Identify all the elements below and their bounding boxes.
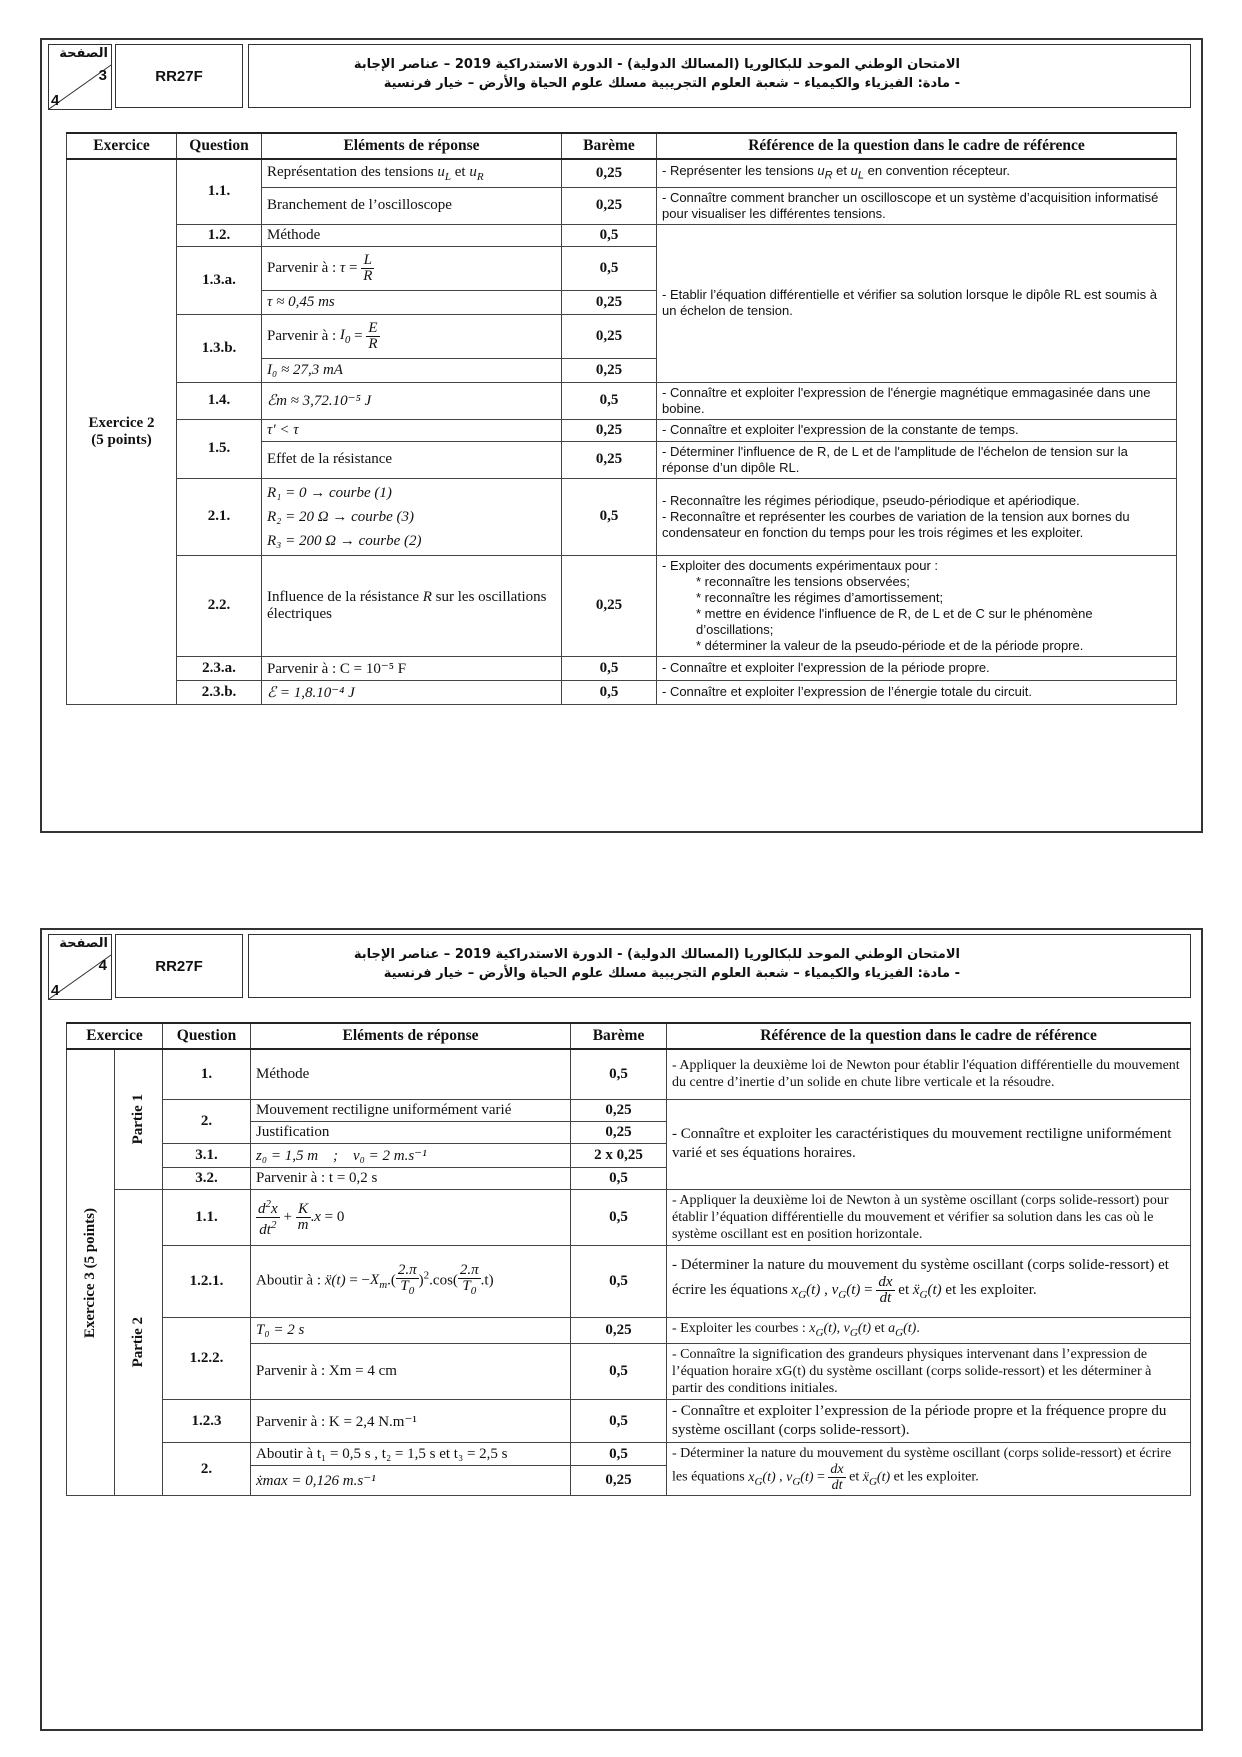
bareme-value: 0,25 [562,555,657,656]
exercise-cell [67,159,177,704]
page-label: الصفحة [59,45,108,60]
reference-end: et les exploiter. [945,1281,1037,1298]
col-elements: Eléments de réponse [251,1023,571,1049]
reference-line: * reconnaître les régimes d’amortissement; [696,589,944,605]
answer-line: R₁ = 0 → courbe (1) [267,484,392,501]
answer-element: Aboutir à t₁ = 0,5 s , t₂ = 1,5 s et t₃ = 2,5 s [251,1443,571,1465]
answer-table-p3 [66,132,1177,705]
reference-text: - Connaître et exploiter l'expression de la constante de temps. [657,419,1177,441]
bareme-value: 0,5 [571,1167,667,1189]
fraction-dx-dt: $\frac{dx}{dt}$ [878,1274,893,1306]
fraction-dx-dt-2: $\frac{dx}{dt}$ [830,1462,844,1494]
total-pages: 4 [51,982,60,999]
answer-element: ℰm ≈ 3,72.10⁻⁵ J [262,382,562,419]
reference-text: - Connaître comment brancher un oscilloscope et un système d’acquisition informatisé pour visualiser les différentes tensions. [657,187,1177,224]
question-number: 2.3.a. [177,656,262,680]
col-bareme: Barème [562,133,657,159]
reference-line: * reconnaître les tensions observées; [696,573,910,589]
bareme-value: 0,25 [571,1465,667,1496]
question-number: 1.3.a. [177,246,262,314]
title-line-1: الامتحان الوطني الموحد للبكالوريا (المسالك الدولية) - الدورة الاستدراكية 2019 – عناصر الإجابة [353,57,960,72]
partie-2-label: Partie 2 [130,1317,146,1368]
exercise-points: (5 points) [91,431,152,448]
question-number: 1.2.2. [163,1317,251,1400]
question-number: 2.1. [177,478,262,555]
table-row [67,1099,1191,1121]
table-row [67,1400,1191,1443]
partie-2-cell [115,1189,163,1496]
question-number: 1.5. [177,419,262,478]
reference-text: - Connaître et exploiter l’expression de la période propre et la fréquence propre du système oscillant (corps solide-ressort). [667,1400,1191,1443]
table-row [67,680,1177,704]
answer-element: Parvenir à : Xm = 4 cm [251,1344,571,1400]
reference-text: - Appliquer la deuxième loi de Newton pour établir l'équation différentielle du mouvement du centre d’inertie d’un solide en chute libre verticale et la résoudre. [667,1049,1191,1099]
answer-element: ℰ = 1,8.10⁻⁴ J [262,680,562,704]
exercise-name: Exercice 2 [88,414,155,431]
page-header [42,930,1201,1002]
bareme-value: 0,5 [571,1245,667,1317]
answer-table-p4 [66,1022,1191,1496]
exercise-cell [67,1049,115,1496]
bareme-value: 0,5 [571,1400,667,1443]
exam-code: RR27F [115,934,243,998]
answer-element: Parvenir à : C = 10⁻⁵ F [262,656,562,680]
question-number: 3.2. [163,1167,251,1189]
reference-line: - Reconnaître les régimes périodique, pseudo-périodique et apériodique. [662,492,1080,508]
table-header [67,133,1177,159]
bareme-value: 0,5 [562,656,657,680]
fraction-l-over-r: $\frac{L}{R}$ [363,251,373,284]
table-row [67,159,1177,187]
bareme-value: 0,25 [562,187,657,224]
answer-element: Aboutir à : ẍ(t) = $-X_m$.( $\frac{2.\pi}{T_0}$ )$^2$.cos( $\frac{2.\pi}{T_0}$ .t) [251,1245,571,1317]
page-label: الصفحة [59,935,108,950]
title-line-2: - مادة: الفيزياء والكيمياء – شعبة العلوم التجريبية مسلك علوم الحياة والأرض – خيار فرنسية [383,966,960,981]
reference-end: et les exploiter. [893,1470,979,1486]
answer-element: Représentation des tensions $u_L$ et $u_R$ [262,159,562,187]
reference-line: - Reconnaître et représenter les courbes de variation de la tension aux bornes du condensateur en fonction du temps pour les trois régimes et les exploiter. [662,508,1130,540]
fraction-2pi-t0-b: $\frac{2.\pi}{T_0}$ [459,1262,479,1297]
question-number: 1.2.3 [163,1400,251,1443]
reference-text: - Déterminer la nature du mouvement du système oscillant (corps solide-ressort) et écrire les équations $x_G(t)$ , $v_G(t)$ = $\frac{dx}{dt}$ et ẍ$_G$(t) et les exploiter. [667,1443,1191,1496]
page-3 [40,38,1203,833]
reference-end: en convention récepteur. [867,162,1011,178]
answer-text: Parvenir à : [267,327,337,344]
fraction-e-over-r: $\frac{E}{R}$ [368,319,378,352]
answer-element: Parvenir à : τ = $\frac{L}{R}$ [262,246,562,290]
reference-text: - Exploiter les courbes : $x_G(t)$, $v_G(t)$ et $a_G(t)$. [667,1317,1191,1344]
bareme-value: 0,5 [571,1344,667,1400]
table-row [67,419,1177,441]
col-question: Question [163,1023,251,1049]
answer-element: Effet de la résistance [262,441,562,478]
fraction-k-over-m: $\frac{K}{m}$ [297,1200,309,1233]
reference-start: - Représenter les tensions [662,162,814,178]
table-row [67,1443,1191,1465]
fraction-2pi-t0: $\frac{2.\pi}{T_0}$ [397,1262,417,1297]
reference-mid: et [849,1470,860,1486]
fraction-d2x-dt2: $\frac{d^2x}{dt^2}$ [258,1197,278,1238]
exam-title [248,44,1191,108]
bareme-value: 0,25 [571,1099,667,1121]
bareme-value: 0,5 [571,1189,667,1245]
question-number: 1.3.b. [177,314,262,382]
table-row [67,478,1177,555]
answer-element: $\frac{d^2x}{dt^2}$ + $\frac{K}{m}$ .x = 0 [251,1189,571,1245]
page-number-box [48,934,112,1000]
reference-text: - Connaître et exploiter l'expression de la période propre. [657,656,1177,680]
answer-text: Parvenir à : [267,259,337,276]
title-line-1: الامتحان الوطني الموحد للبكالوريا (المسالك الدولية) - الدورة الاستدراكية 2019 – عناصر الإجابة [353,947,960,962]
page-number-box [48,44,112,110]
table-row [67,1317,1191,1344]
reference-text: - Etablir l’équation différentielle et vérifier sa solution lorsque le dipôle RL est soumis à un échelon de tension. [657,224,1177,382]
bareme-value: 0,5 [562,224,657,246]
table-row [67,1049,1191,1099]
question-number: 1.4. [177,382,262,419]
answer-element: ẋmax = 0,126 m.s⁻¹ [251,1465,571,1496]
page-number: 3 [98,67,107,84]
bareme-value: 0,25 [562,290,657,314]
answer-text: Représentation des tensions [267,163,434,180]
reference-text: - Connaître et exploiter l'expression de l'énergie magnétique emmagasinée dans une bobine. [657,382,1177,419]
answer-element: T₀ = 2 s [251,1317,571,1344]
question-number: 2.2. [177,555,262,656]
bareme-value: 0,5 [562,478,657,555]
reference-text: - Déterminer l'influence de R, de L et de l'amplitude de l'échelon de tension sur la réponse d’un dipôle RL. [657,441,1177,478]
bareme-value: 0,5 [562,382,657,419]
bareme-value: 0,5 [562,680,657,704]
answer-text: Influence de la résistance [267,588,419,605]
answer-element: τ ≈ 0,45 ms [262,290,562,314]
table-row [67,656,1177,680]
page-header [42,40,1201,112]
answer-element: Méthode [262,224,562,246]
col-elements: Eléments de réponse [262,133,562,159]
table-row [67,1189,1191,1245]
title-line-2: - مادة: الفيزياء والكيمياء – شعبة العلوم التجريبية مسلك علوم الحياة والأرض – خيار فرنسية [383,76,960,91]
answer-element: z₀ = 1,5 m ; v₀ = 2 m.s⁻¹ [251,1143,571,1167]
reference-text: - Appliquer la deuxième loi de Newton à un système oscillant (corps solide-ressort) pour établir l’équation différentielle du mouvement et vérifier sa solution dans les cas où le système oscillant est en position horizontale. [667,1189,1191,1245]
answer-element: Mouvement rectiligne uniformément varié [251,1099,571,1121]
partie-1-cell [115,1049,163,1189]
bareme-value: 0,5 [571,1049,667,1099]
question-number: 1.2. [177,224,262,246]
question-number: 1.1. [163,1189,251,1245]
table-row [67,224,1177,246]
reference-text: - Connaître la signification des grandeurs physiques intervenant dans l’expression de l’équation horaire xG(t) du système oscillant (corps solide-ressort) et les déterminer à partir des conditions initiales. [667,1344,1191,1400]
col-exercice: Exercice [67,133,177,159]
table-row [67,1245,1191,1317]
answer-element: Parvenir à : $I_0$ = $\frac{E}{R}$ [262,314,562,358]
reference-start: - Exploiter les courbes : [672,1320,806,1336]
bareme-value: 2 x 0,25 [571,1143,667,1167]
exercise-label: Exercice 3 (5 points) [82,1207,98,1338]
question-number: 2. [163,1099,251,1143]
reference-text [657,478,1177,555]
reference-line: - Exploiter des documents expérimentaux pour : [662,557,939,573]
reference-line: * mettre en évidence l'influence de R, de L et de C sur le phénomène d’oscillations; [696,605,1093,637]
question-number: 2. [163,1443,251,1496]
reference-text [657,555,1177,656]
reference-line: * déterminer la valeur de la pseudo-période et de la période propre. [696,637,1084,653]
reference-text: - Déterminer la nature du mouvement du système oscillant (corps solide-ressort) et écrire les équations $x_G(t)$ , $v_G(t)$ = $\frac{dx}{dt}$ et ẍ$_G$(t) et les exploiter. [667,1245,1191,1317]
bareme-value: 0,25 [571,1121,667,1143]
reference-text: - Connaître et exploiter l’expression de l’énergie totale du circuit. [657,680,1177,704]
table-header [67,1023,1191,1049]
col-question: Question [177,133,262,159]
answer-line: R₃ = 200 Ω → courbe (2) [267,532,422,549]
answer-element: Branchement de l’oscilloscope [262,187,562,224]
reference-start: - Déterminer la nature du mouvement du système oscillant (corps solide-ressort) et écrire les équations [672,1257,1169,1298]
answer-element: Parvenir à : K = 2,4 N.m⁻¹ [251,1400,571,1443]
answer-element: I₀ ≈ 27,3 mA [262,358,562,382]
question-number: 2.3.b. [177,680,262,704]
answer-element: Méthode [251,1049,571,1099]
page-number: 4 [98,957,107,974]
bareme-value: 0,25 [562,314,657,358]
answer-element: τ' < τ [262,419,562,441]
bareme-value: 0,25 [562,159,657,187]
table-row [67,555,1177,656]
bareme-value: 0,25 [562,441,657,478]
answer-text: Aboutir à : [256,1272,322,1289]
exam-title [248,934,1191,998]
question-number: 3.1. [163,1143,251,1167]
question-number: 1.2.1. [163,1245,251,1317]
answer-element: Parvenir à : t = 0,2 s [251,1167,571,1189]
bareme-value: 0,25 [562,419,657,441]
answer-line: R₂ = 20 Ω → courbe (3) [267,508,414,525]
answer-element [262,478,562,555]
answer-element: Influence de la résistance R sur les oscillations électriques [262,555,562,656]
col-reference: Référence de la question dans le cadre de référence [667,1023,1191,1049]
exam-code: RR27F [115,44,243,108]
col-bareme: Barème [571,1023,667,1049]
partie-1-label: Partie 1 [130,1094,146,1145]
reference-text: - Représenter les tensions $u_R$ et $u_L$ en convention récepteur. [657,159,1177,187]
col-exercice: Exercice [67,1023,163,1049]
bareme-value: 0,25 [562,358,657,382]
col-reference: Référence de la question dans le cadre de référence [657,133,1177,159]
question-number: 1. [163,1049,251,1099]
reference-mid: et [898,1281,910,1298]
question-number: 1.1. [177,159,262,224]
bareme-value: 0,25 [571,1317,667,1344]
answer-element: Justification [251,1121,571,1143]
reference-start: - Déterminer la nature du mouvement du système oscillant (corps solide-ressort) et écrire les équations [672,1446,1172,1486]
bareme-value: 0,5 [571,1443,667,1465]
table-row [67,382,1177,419]
page-4 [40,928,1203,1731]
total-pages: 4 [51,92,60,109]
reference-text: - Connaître et exploiter les caractéristiques du mouvement rectiligne uniformément varié et ses équations horaires. [667,1099,1191,1189]
bareme-value: 0,5 [562,246,657,290]
answer-text-end: sur les oscillations électriques [267,588,547,622]
